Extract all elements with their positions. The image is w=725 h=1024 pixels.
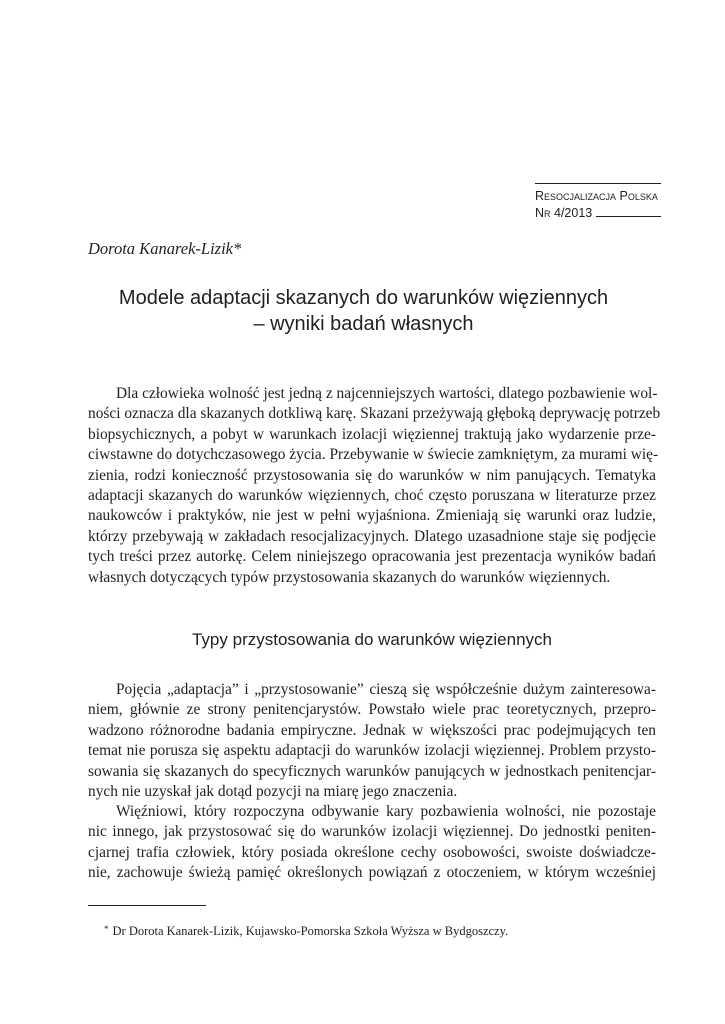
intro-paragraph: [88, 384, 661, 588]
journal-header: [535, 183, 661, 222]
paragraph-line: nie, zachowuje świeżą pamięć określonych powiązań z otoczeniem, w którym wcześniej: [88, 864, 656, 882]
paragraph-line: cjarnej trafia człowiek, który posiada określone cechy osobowości, swoiste doświadcze-: [88, 843, 656, 861]
footnote-rule: [88, 905, 206, 906]
journal-name: Resocjalizacja Polska: [535, 189, 658, 203]
article-title: [88, 285, 639, 337]
journal-issue: Nr 4/2013: [535, 206, 593, 220]
intro-line: własnych dotyczących typów przystosowania skazanych do warunków więziennych.: [88, 568, 611, 586]
intro-line: adaptacji skazanych do warunków więziennych, choć często poruszana w literaturze przez: [88, 487, 656, 505]
intro-line: biopsychicznych, a pobyt w warunkach izolacji więziennej traktują jako wydarzenie prze-: [88, 425, 656, 443]
paragraph-line: temat nie porusza się aspektu adaptacji do warunków izolacji więziennej. Problem przysto-: [88, 742, 656, 760]
journal-rule-bottom: [596, 216, 661, 217]
intro-line: Dla człowieka wolność jest jedną z najcenniejszych wartości, dlatego pozbawienie wol-: [116, 385, 658, 402]
section-paragraph-2: [88, 802, 656, 884]
paragraph-line: nic innego, jak przystosować się do warunków izolacji więziennej. Do jednostki peniten-: [88, 823, 656, 841]
paragraph-line: sowania się skazanych do specyficznych warunków panujących w jednostkach penitencjar-: [88, 762, 656, 780]
footnote: [104, 924, 508, 939]
title-line-2: – wyniki badań własnych: [253, 313, 474, 335]
intro-line: tych treści przez autorkę. Celem niniejszego opracowania jest prezentacja wyników badań: [88, 548, 656, 566]
paragraph-line: Więźniowi, który rozpoczyna odbywanie kary pozbawienia wolności, nie pozostaje: [116, 803, 656, 820]
paragraph-line: nych nie uzyskał jak dotąd pozycji na miarę jego znaczenia.: [88, 783, 458, 801]
footnote-text: Dr Dorota Kanarek-Lizik, Kujawsko-Pomorska Szkoła Wyższa w Bydgoszczy.: [112, 924, 509, 938]
intro-line: ności oznacza dla skazanych dotkliwą karę. Skazani przeżywają głęboką deprywację potrzeb: [88, 405, 661, 423]
intro-line: którzy przebywają w zakładach resocjalizacyjnych. Dlatego uzasadnione staje się podjęcie: [88, 527, 656, 545]
section-heading: Typy przystosowania do warunków więziennych: [191, 630, 552, 649]
intro-line: zienia, rodzi konieczność przystosowania się do warunków w nim panujących. Tematyka: [88, 466, 656, 484]
intro-line: naukowców i praktyków, nie jest w pełni wyjaśniona. Zmieniają się warunki oraz ludzie,: [88, 507, 656, 525]
title-line-1: Modele adaptacji skazanych do warunków więziennych: [118, 287, 609, 309]
paragraph-line: wadzono różnorodne badania empiryczne. Jednak w większości prac podejmujących ten: [88, 721, 656, 739]
section-paragraph-1: [88, 680, 656, 802]
author-name: Dorota Kanarek-Lizik*: [88, 239, 242, 258]
intro-line: ciwstawne do dotychczasowego życia. Przebywanie w świecie zamkniętym, za murami wię-: [88, 446, 659, 464]
journal-issue-row: [535, 205, 661, 222]
paragraph-line: Pojęcia „adaptacja” i „przystosowanie” cieszą się współcześnie dużym zainteresowa-: [116, 681, 656, 698]
paragraph-line: niem, głównie ze strony penitencjarystów. Powstało wiele prac teoretycznych, przepro-: [88, 701, 656, 719]
footnote-mark: *: [104, 924, 109, 934]
